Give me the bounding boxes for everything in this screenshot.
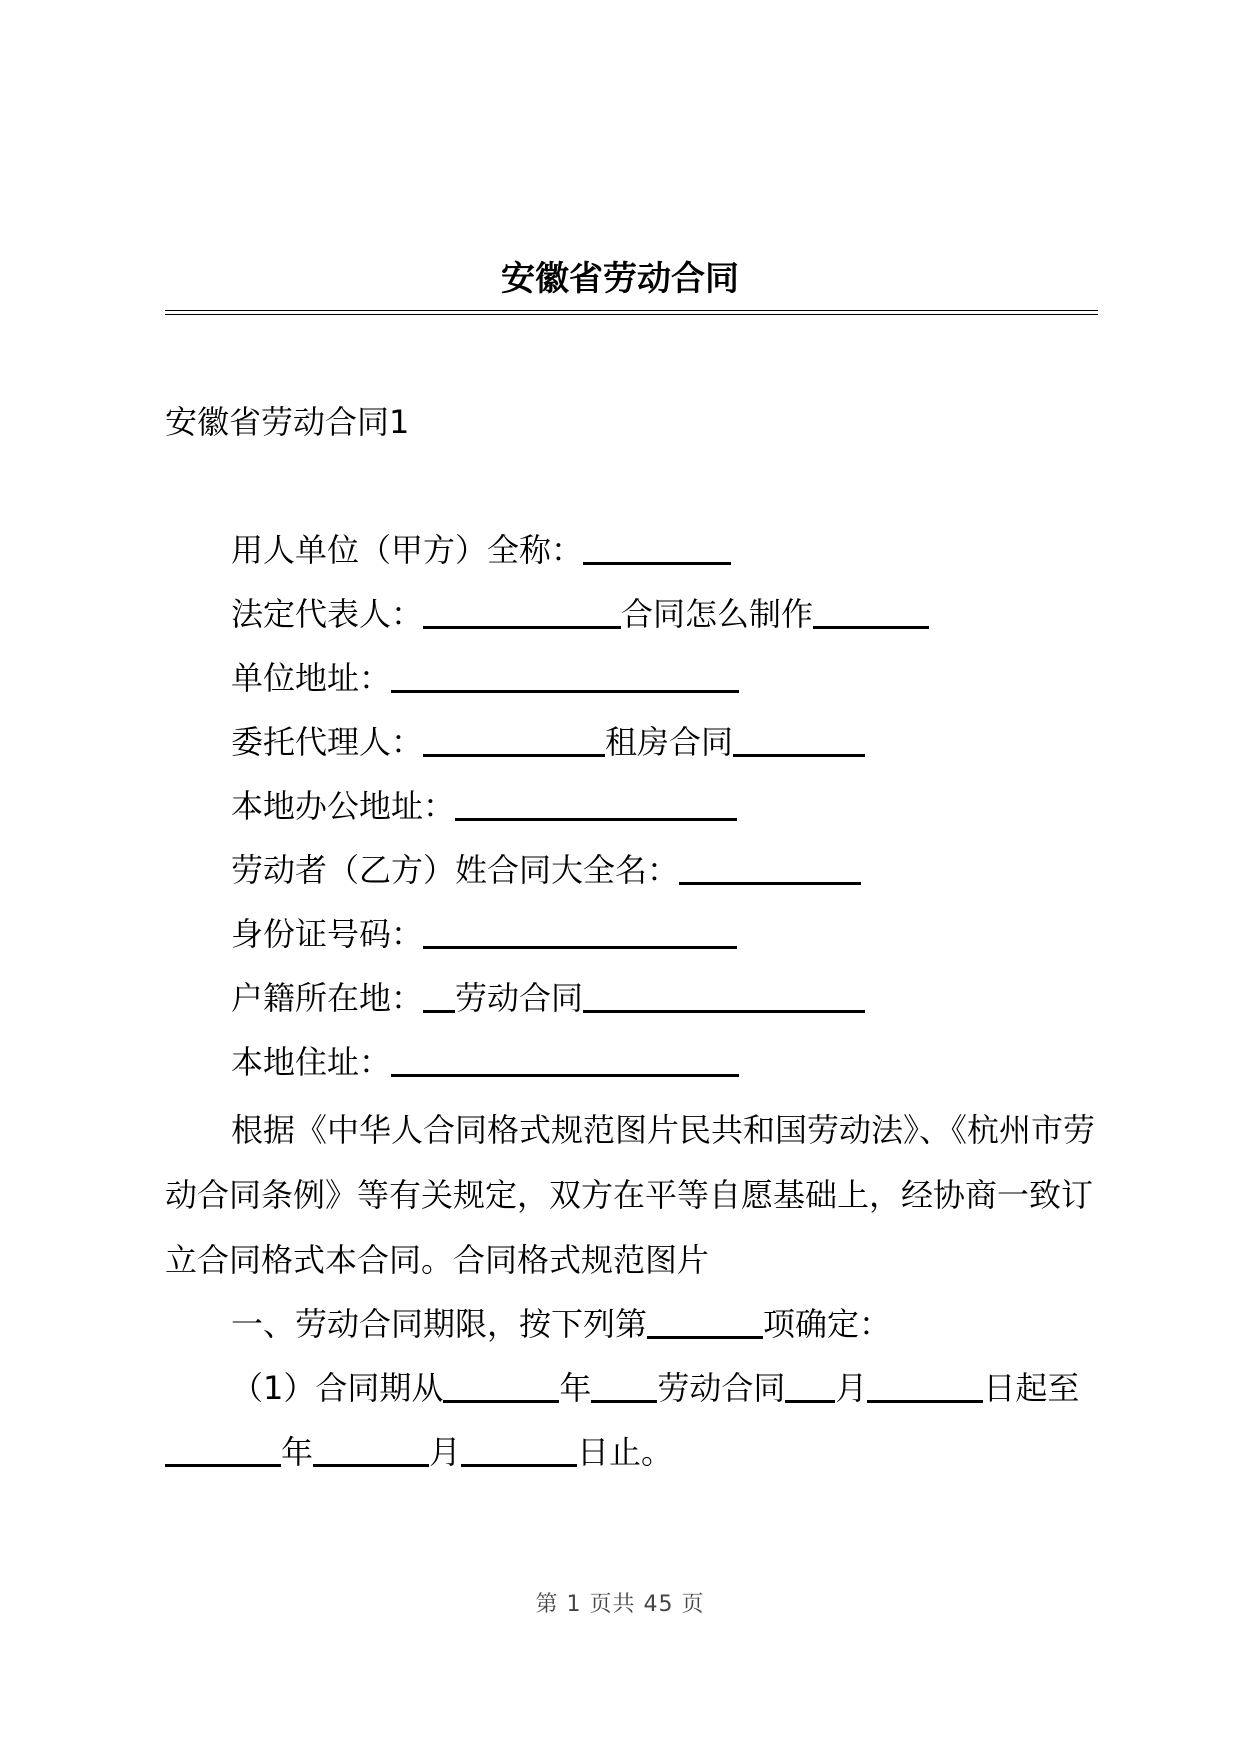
household-blank-1[interactable] <box>423 976 455 1013</box>
legal-rep-mid-text: 合同怎么制作 <box>621 595 814 633</box>
term-item-1-mid: 劳动合同 <box>657 1369 786 1407</box>
employer-name-blank[interactable] <box>583 528 731 565</box>
end-year-label: 年 <box>281 1433 314 1471</box>
employer-name-field <box>231 528 731 576</box>
section-heading: 安徽省劳动合同1 <box>165 403 410 441</box>
legal-rep-label: 法定代表人： <box>231 595 424 633</box>
title-rule-top <box>165 310 1098 311</box>
start-month-blank[interactable] <box>785 1366 835 1403</box>
local-address-field <box>231 1040 739 1088</box>
household-label: 户籍所在地： <box>231 979 424 1017</box>
worker-name-blank[interactable] <box>679 848 861 885</box>
local-address-blank[interactable] <box>391 1040 739 1077</box>
start-year-label: 年 <box>559 1369 592 1407</box>
local-office-label: 本地办公地址： <box>231 787 456 825</box>
end-month-blank[interactable] <box>313 1430 429 1467</box>
start-blank-2[interactable] <box>591 1366 657 1403</box>
local-office-field <box>231 784 737 832</box>
end-month-label: 月 <box>429 1433 462 1471</box>
agent-blank-2[interactable] <box>733 720 865 757</box>
id-number-field <box>231 912 737 960</box>
term-clause-suffix: 项确定： <box>763 1305 892 1343</box>
employer-name-label: 用人单位（甲方）全称： <box>231 531 584 569</box>
agent-blank[interactable] <box>423 720 605 757</box>
term-item-1-line-1 <box>231 1366 1079 1410</box>
start-year-blank[interactable] <box>443 1366 559 1403</box>
id-number-label: 身份证号码： <box>231 915 424 953</box>
agent-mid-text: 租房合同 <box>605 723 734 761</box>
term-clause-prefix: 一、劳动合同期限，按下列第 <box>231 1305 648 1343</box>
title-rule-bottom <box>165 314 1098 315</box>
end-day-label: 日止。 <box>577 1433 674 1471</box>
legal-rep-field <box>231 592 929 640</box>
household-mid-text: 劳动合同 <box>455 979 584 1017</box>
worker-name-label: 劳动者（乙方）姓合同大全名： <box>231 851 680 889</box>
term-item-1-line-2 <box>165 1430 673 1474</box>
household-field <box>231 976 865 1024</box>
local-address-label: 本地住址： <box>231 1043 392 1081</box>
id-number-blank[interactable] <box>423 912 737 949</box>
end-day-blank[interactable] <box>461 1430 577 1467</box>
term-item-1-prefix: （1）合同期从 <box>231 1369 444 1407</box>
page-footer: 第 1 页共 45 页 <box>535 1592 705 1617</box>
legal-rep-blank[interactable] <box>423 592 621 629</box>
legal-basis-paragraph <box>165 1098 1098 1293</box>
document-title: 安徽省劳动合同 <box>501 259 739 299</box>
start-month-label: 月 <box>835 1369 868 1407</box>
local-office-blank[interactable] <box>455 784 737 821</box>
address-field <box>231 656 739 704</box>
start-day-blank[interactable] <box>867 1366 983 1403</box>
start-day-label: 日起至 <box>983 1369 1080 1407</box>
address-label: 单位地址： <box>231 659 392 697</box>
agent-label: 委托代理人： <box>231 723 424 761</box>
worker-name-field <box>231 848 861 896</box>
legal-rep-blank-2[interactable] <box>813 592 929 629</box>
address-blank[interactable] <box>391 656 739 693</box>
term-clause-blank[interactable] <box>647 1302 763 1339</box>
legal-basis-text: 根据《中华人合同格式规范图片民共和国劳动法》、《杭州市劳动合同条例》等有关规定，双方在平等自愿基础上，经协商一致订立合同格式本合同。合同格式规范图片 <box>165 1111 1096 1279</box>
term-clause <box>231 1302 891 1346</box>
agent-field <box>231 720 865 768</box>
end-year-blank[interactable] <box>165 1430 281 1467</box>
household-blank-2[interactable] <box>583 976 865 1013</box>
